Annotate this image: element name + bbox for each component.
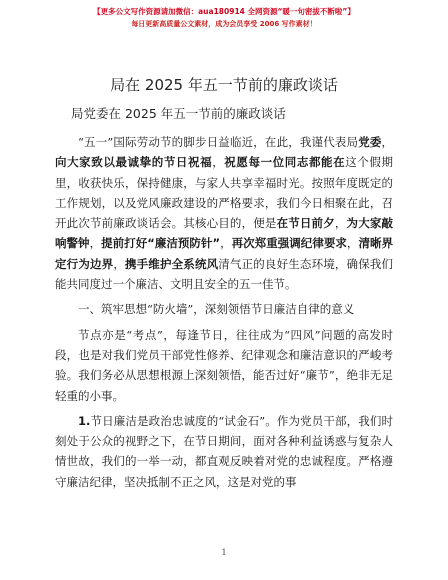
promo-banner-line2: 每日更新高质量公文素材，成为会员享受 2006 写作素材！ [131, 20, 317, 28]
bold-run: 提前打好“廉洁预防针” [101, 236, 221, 251]
text-run: ， [113, 256, 125, 271]
page-number: 1 [221, 548, 227, 557]
section-heading-1: 一、筑牢思想“防火墙”，深刻领悟节日廉洁自律的意义 [78, 302, 355, 317]
text-run: 节日廉洁是政治忠诚度的“试金石”。作为党员干部，我们时刻处于公众的视野之下，在节日期间，面对各种利益诱惑与复杂人情世故，我们的一举一动，都直观反映着对党的忠诚程度。严格遵守廉洁纪律，坚决抵制不正之风，这是对党的事 [55, 413, 393, 489]
text-run: ， [220, 236, 232, 251]
document-title: 局在 2025 年五一节前的廉政谈话 [110, 76, 338, 94]
text-run: ， [346, 236, 359, 251]
document-subtitle: 局党委在 2025 年五一节前的廉政谈话 [71, 106, 286, 121]
bold-run: 向大家致以最诚挚的节日祝福 [55, 155, 213, 170]
text-run: ， [334, 216, 347, 231]
text-run: 这个假期里，收获快乐，保持健康，与家人共享幸福时光。按照年度既定的工作规划，以及党风廉政建设的严格要求，我们今日相聚在此，召开此次节前廉政谈话会。其核心目的，便是 [55, 155, 394, 231]
bold-run: 为大家敲响警钟 [55, 216, 394, 251]
promo-banner-line1: 【更多公文写作资源请加微信：aua180914 全网资源“暖一句密拔不断啦”】 [93, 7, 355, 16]
point-number: 1. [78, 413, 91, 428]
bold-run: 在节日前夕 [276, 216, 335, 231]
paragraph-intro [55, 132, 393, 294]
text-run: ， [89, 236, 102, 251]
text-run: 清气正的良好生态环境，确保我们能共同度过一个廉洁、文明且安全的五一佳节。 [55, 256, 394, 292]
document-body [55, 132, 393, 492]
bold-run: 祝愿每一位同志都能在 [224, 155, 346, 170]
text-run: ， [381, 135, 394, 149]
bold-run: 携手维护全系统风 [124, 256, 219, 271]
text-run: ， [212, 155, 225, 170]
bold-run: 清晰界定行为边界 [55, 236, 394, 271]
paragraph-point-1 [55, 411, 393, 492]
text-run: “五一”国际劳动节的脚步日益临近，在此，我谨代表局 [78, 135, 359, 149]
paragraph-section-1: 节点亦是“考点”，每逢节日，往往成为“四风”问题的高发时段，也是对我们党员干部党性修养、纪律观念和廉洁意识的严峻考验。我们务必从思想根源上深刻领悟，能否过好“廉节”，绝非无足轻重的小事。 [55, 327, 393, 403]
bold-run: 再次郑重强调纪律要求 [231, 236, 347, 251]
bold-run: 党委 [358, 135, 382, 149]
